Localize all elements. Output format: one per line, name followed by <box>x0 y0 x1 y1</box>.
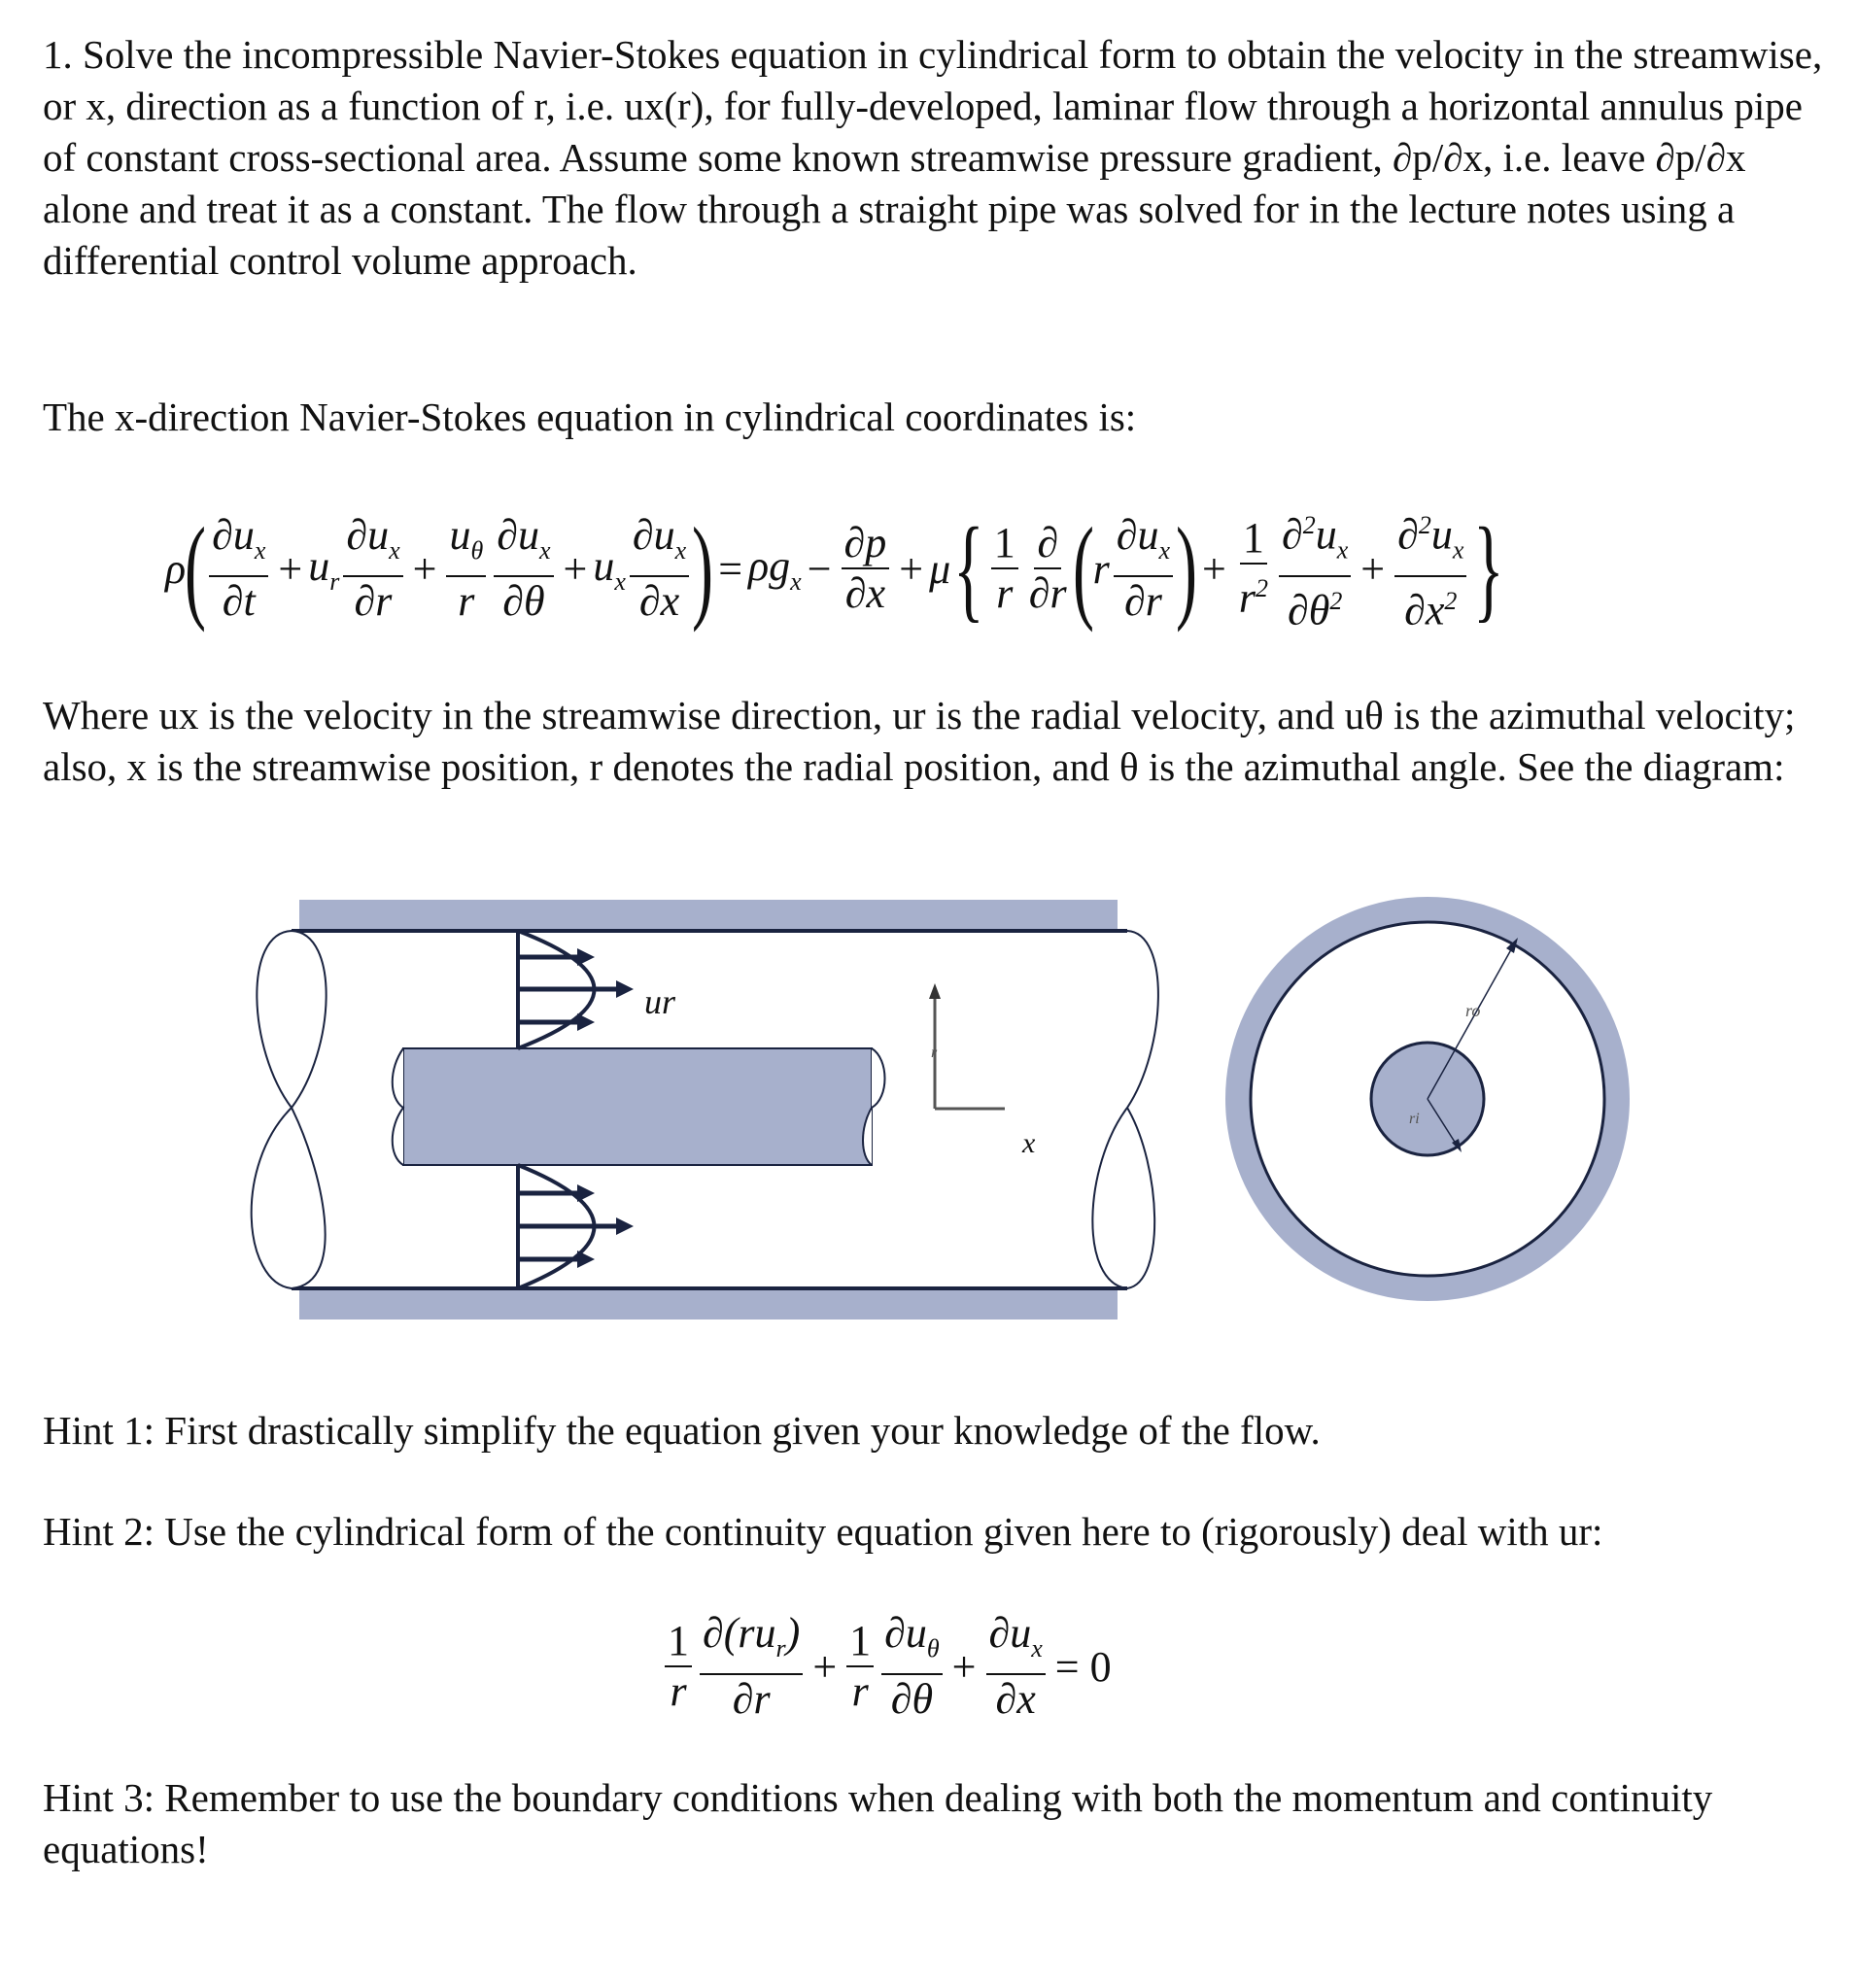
label-x: x <box>1022 1127 1036 1159</box>
hint-3: Hint 3: Remember to use the boundary conditions when dealing with both the momentum and continuity equations! <box>43 1775 1713 1871</box>
equation-intro: The x-direction Navier-Stokes equation in cylindrical coordinates is: <box>43 394 1137 439</box>
variable-definitions: Where ux is the velocity in the streamwise direction, ur is the radial velocity, and uθ is the azimuthal velocity; also, x is the streamwise position, r denotes the radial position, and θ is the azimuthal angle. See the diagram: <box>43 693 1796 789</box>
problem-statement: 1. Solve the incompressible Navier-Stokes equation in cylindrical form to obtain the velocity in the streamwise, or x, direction as a function of r, i.e. ux(r), for fully-developed, laminar flow through a horizontal annulus pipe of constant cross-sectional area. Assume some known streamwise pressure gradient, ∂p/∂x, i.e. leave ∂p/∂x alone and treat it as a constant. The flow through a straight pipe was solved for in the lecture notes using a differential control volume approach. <box>43 32 1823 283</box>
label-ro: ro <box>1465 1001 1481 1020</box>
label-ur: ur <box>644 982 676 1021</box>
continuity-equation: 1 r $\partial(ru_r)$ ∂r + $\frac{1}{r}$ $\partial u_\theta$ ∂θ + $\frac{\partial u_x}{\partial x}$ = 0 <box>661 1613 1118 1720</box>
cross-section-view <box>1225 897 1630 1301</box>
axes <box>929 983 1005 1109</box>
hint-1: Hint 1: First drastically simplify the equation given your knowledge of the flow. <box>43 1408 1321 1453</box>
label-r: r <box>931 1045 938 1061</box>
navier-stokes-equation: ρ ( $\partial u_x$ ∂t + $u_r$ $\partial u_x$ ∂r + $\frac{u_\theta}{r}$ $\partial u_x$ ∂θ + $u_x$ $\partial u_x$ ∂x ) = $\rho g_x$ − $\frac{\partial p}{\partial x}$ + μ { 1 r ∂ ∂r ( r $\partial u_x$ ∂r ) + $\frac{1}{r^2}$ $\partial^2u_x$ $\partial\theta^2$ + $\frac{\partial^2u_x}{\partial x^2}$ } <box>165 503 1505 634</box>
label-ri: ri <box>1409 1111 1420 1127</box>
pipe-side-view <box>252 900 1158 1320</box>
hint-2: Hint 2: Use the cylindrical form of the continuity equation given here to (rigorously) deal with ur: <box>43 1509 1603 1554</box>
